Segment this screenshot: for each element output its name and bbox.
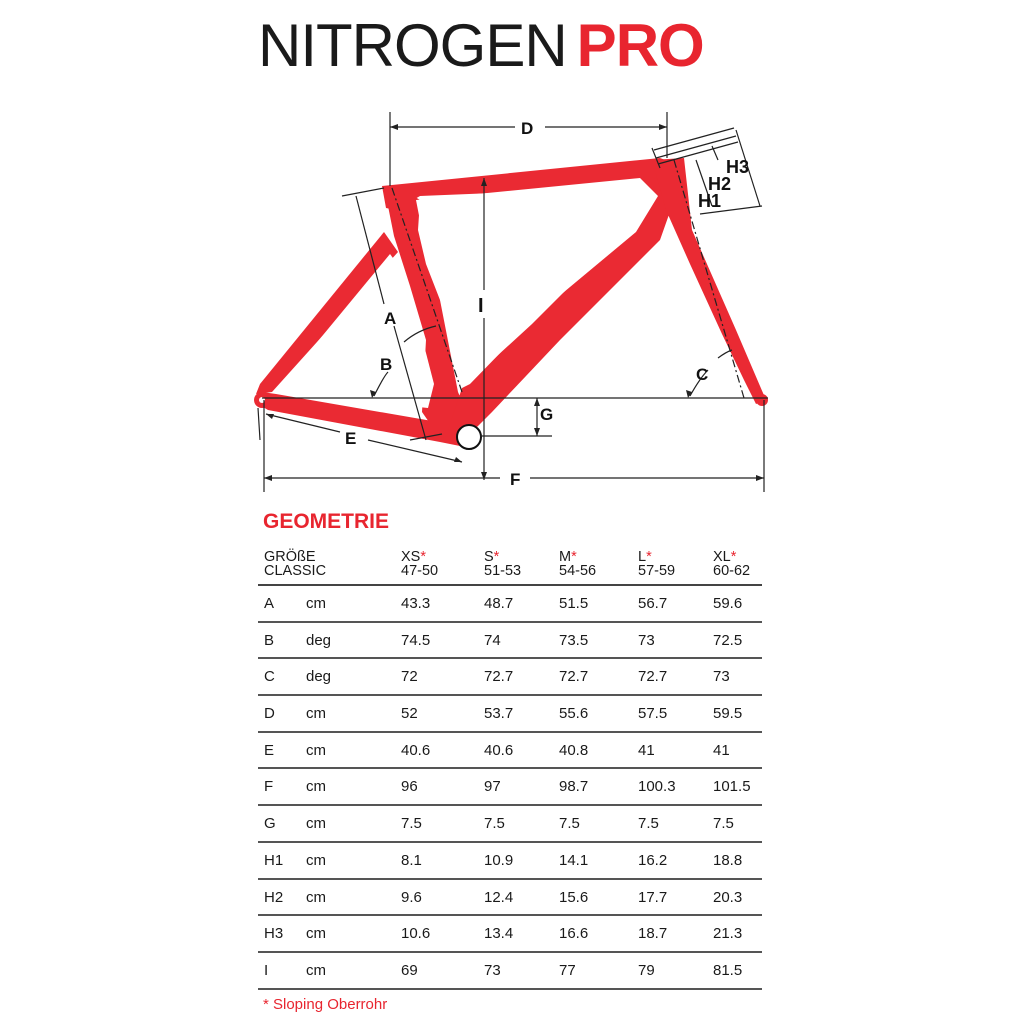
label-D: D xyxy=(521,119,534,138)
table-row: I cm 69 73 77 79 81.5 xyxy=(258,953,762,990)
footnote: * Sloping Oberrohr xyxy=(263,996,388,1013)
label-H3: H3 xyxy=(726,157,750,177)
header-size-s: S* 51-53 xyxy=(484,549,522,579)
header-size-xs: XS* 47-50 xyxy=(401,549,439,579)
table-row: E cm 40.6 40.6 40.8 41 41 xyxy=(258,733,762,770)
header-size-m: M* 54-56 xyxy=(559,549,597,579)
table-row: H2 cm 9.6 12.4 15.6 17.7 20.3 xyxy=(258,880,762,917)
geometry-table xyxy=(258,548,762,990)
label-A: A xyxy=(384,309,397,328)
label-H1: H1 xyxy=(698,191,722,211)
label-E: E xyxy=(345,429,357,448)
table-header xyxy=(258,548,762,586)
title-main: NITROGEN xyxy=(258,12,567,79)
table-row: C deg 72 72.7 72.7 72.7 73 xyxy=(258,659,762,696)
label-G: G xyxy=(540,405,554,424)
label-I: I xyxy=(478,295,484,317)
label-F: F xyxy=(510,470,521,489)
table-row: A cm 43.3 48.7 51.5 56.7 59.6 xyxy=(258,586,762,623)
header-size-label: GRÖßE CLASSIC xyxy=(264,549,327,579)
table-row: F cm 96 97 98.7 100.3 101.5 xyxy=(258,769,762,806)
table-row: H1 cm 8.1 10.9 14.1 16.2 18.8 xyxy=(258,843,762,880)
label-H2: H2 xyxy=(708,174,732,194)
frame-geometry-diagram xyxy=(0,0,1024,500)
table-row: D cm 52 53.7 55.6 57.5 59.5 xyxy=(258,696,762,733)
geometry-heading: GEOMETRIE xyxy=(263,510,390,533)
label-C: C xyxy=(696,365,709,384)
label-B: B xyxy=(380,355,393,374)
header-size-xl: XL* 60-62 xyxy=(713,549,751,579)
table-row: B deg 74.5 74 73.5 73 72.5 xyxy=(258,623,762,660)
header-size-l: L* 57-59 xyxy=(638,549,676,579)
title-accent: PRO xyxy=(576,12,704,79)
table-row: H3 cm 10.6 13.4 16.6 18.7 21.3 xyxy=(258,916,762,953)
table-row: G cm 7.5 7.5 7.5 7.5 7.5 xyxy=(258,806,762,843)
